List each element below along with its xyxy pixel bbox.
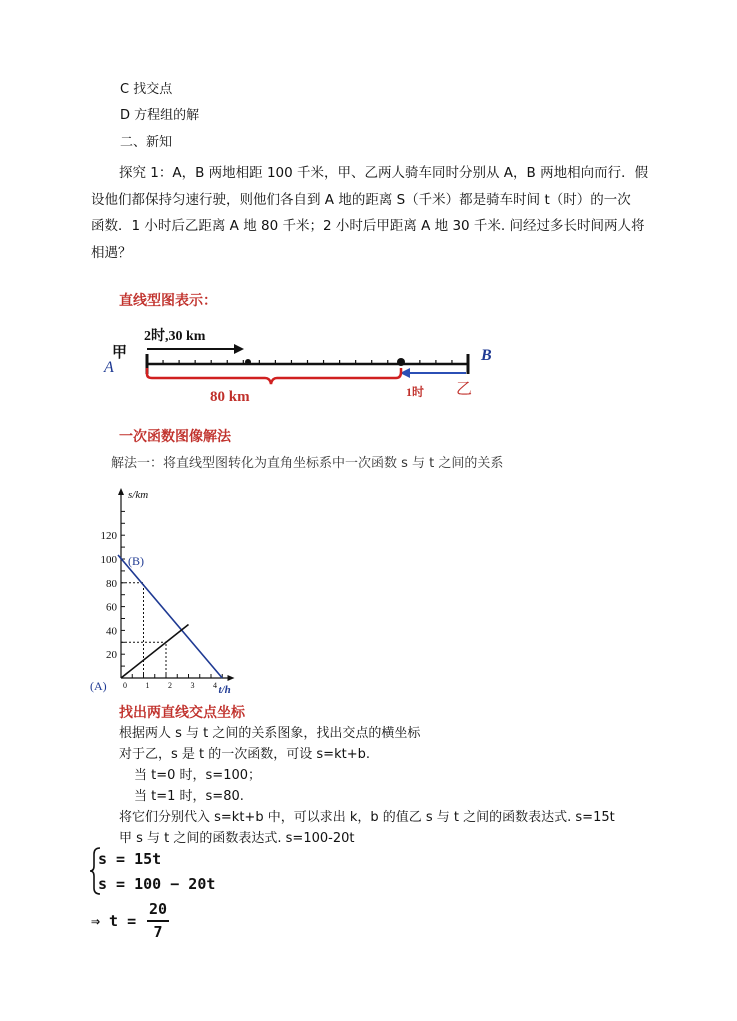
y-axis-label: s/km [128,489,149,501]
x-tick-label: 1 [145,681,150,690]
y-tick-label: 80 [106,577,117,590]
x-tick-label: 3 [190,681,195,690]
x-axis-label: t/h [218,684,231,696]
point-label-a: (A) [90,679,107,693]
solution-line-5: 将它们分别代入 s=kt+b 中，可以求出 k，b 的值乙 s 与 t 之间的函数表达式. s=15t [119,810,615,825]
result-arrow: ⇒ t = [91,912,137,930]
label-yi: 乙 [456,381,473,398]
dot-jia [245,359,251,365]
x-tick-label: 0 [123,681,127,690]
y-tick-label: 20 [106,649,117,662]
solution-line-6: 甲 s 与 t 之间的函数表达式. s=100-20t [119,831,355,846]
red-brace [147,368,401,384]
point-label-b: (B) [128,554,144,568]
explore-paragraph [91,160,661,266]
line-diagram [100,322,510,408]
explore-line: 相遇？ [91,244,132,261]
y-tick-label: 40 [106,625,117,638]
y-axis-arrow [118,488,124,495]
series-line-jia [121,624,189,678]
y-tick-label: 100 [100,554,117,566]
solution-line-4: 当 t=1 时，s=80. [134,789,244,804]
coordinate-chart [88,484,268,700]
y-tick-label: 60 [106,601,117,614]
label-jia: 甲 [112,345,128,361]
solution-line-3: 当 t=0 时，s=100； [134,768,262,783]
x-axis-arrow [228,675,235,681]
section-title: 二、新知 [120,135,173,150]
solution-line-1: 根据两人 s 与 t 之间的关系图象，找出交点的横坐标 [119,726,421,741]
top-arrow-head [234,344,244,354]
fraction-numerator: 20 [148,900,168,918]
label-a: A [104,359,114,376]
graph-method-heading: 一次函数图像解法 [119,429,231,445]
list-item-c: C 找交点 [120,82,173,97]
solution-heading: 找出两直线交点坐标 [119,705,245,721]
fraction-bar [147,920,169,922]
explore-line: 设他们都保持匀速行驶，则他们各自到 A 地的距离 S（千米）都是骑车时间 t（时）的一次 [91,191,631,208]
label-one-hour: 1时 [406,385,425,399]
explore-line: 函数．1 小时后乙距离 A 地 80 千米；2 小时后甲距离 A 地 30 千米. 问经过多长时间两人将 [91,218,645,234]
solution-line-2: 对于乙，s 是 t 的一次函数，可设 s=kt+b. [119,747,370,762]
series-line-yi [118,555,222,678]
label-80km: 80 km [210,389,250,405]
label-b: B [481,347,492,364]
explore-line: 探究 1：A，B 两地相距 100 千米，甲、乙两人骑车同时分别从 A，B 两地相向而行．假 [119,165,649,181]
label-top: 2时,30 km [144,329,206,344]
dot-yi [397,358,405,366]
line-diagram-heading: 直线型图表示： [119,293,217,309]
x-tick-label: 2 [168,681,172,690]
equation-2: s = 100 − 20t [98,875,216,893]
list-item-d: D 方程组的解 [120,108,200,123]
fraction-denominator: 7 [153,923,163,941]
equation-1: s = 15t [98,850,162,868]
method-one-text: 解法一：将直线型图转化为直角坐标系中一次函数 s 与 t 之间的关系 [111,456,504,471]
y-tick-label: 120 [100,530,117,543]
x-tick-label: 4 [213,681,217,690]
